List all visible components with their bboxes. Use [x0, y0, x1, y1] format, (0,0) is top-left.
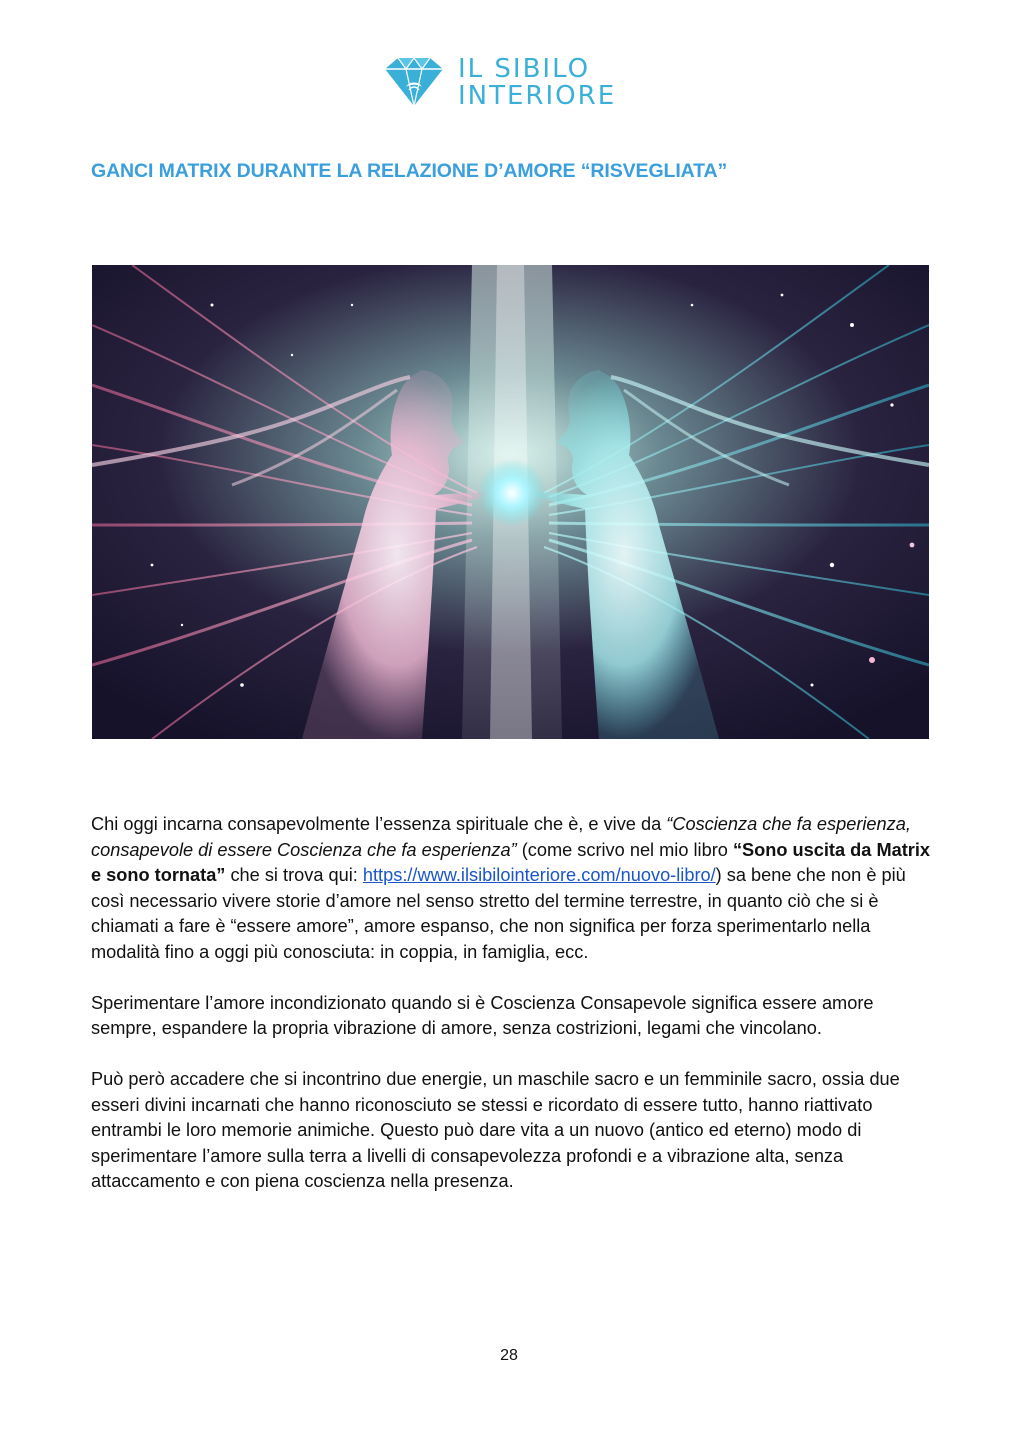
page-title: GANCI MATRIX DURANTE LA RELAZIONE D’AMORE “RISVEGLIATA”: [91, 160, 728, 182]
paragraph-1-quote: “Coscienza che fa esperienza, consapevole di essere Coscienza che fa esperienza”: [91, 814, 911, 860]
hero-illustration: [92, 265, 929, 739]
paragraph-2: Sperimentare l’amore incondizionato quando si è Coscienza Consapevole significa essere amore sempre, espandere la propria vibrazione di amore, senza costrizioni, legami che vincolano.: [91, 992, 874, 1038]
logo-line-2: INTERIORE: [458, 81, 617, 111]
logo-text: [458, 56, 616, 110]
paragraph-1: [91, 812, 936, 965]
paragraph-1-text-3: che si trova qui:: [225, 865, 363, 885]
paragraph-1-text-2: (come scrivo nel mio libro: [516, 839, 733, 860]
body-text: [91, 812, 936, 1220]
logo: [384, 56, 616, 110]
logo-line-1: IL SIBILO: [458, 54, 591, 84]
hero-image: [92, 265, 929, 739]
paragraph-1-text-4: ) sa bene che non è più così necessario vivere storie d’amore nel senso stretto del termine terrestre, in quanto ciò che si è chiamati a fare è “essere amore”, amore espanso, che non significa per forza sperimentarlo nella modalità fino a oggi più conosciuta: in coppia, in famiglia, ecc.: [91, 865, 906, 962]
book-link[interactable]: https://www.ilsibilointeriore.com/nuovo-libro/: [362, 865, 716, 885]
book-title: “Sono uscita da Matrix e sono tornata”: [91, 839, 931, 885]
page-number: 28: [500, 1347, 518, 1364]
diamond-icon: [384, 57, 444, 107]
paragraph-3: Può però accadere che si incontrino due energie, un maschile sacro e un femminile sacro, ossia due esseri divini incarnati che hanno riconosciuto se stessi e ricordato di essere tutto, hanno riattivato entrambi le loro memorie animiche. Questo può dare vita a un nuovo (antico ed eterno) modo di sperimentare l’amore sulla terra a livelli di consapevolezza profondi e a vibrazione alta, senza attaccamento e con piena coscienza nella presenza.: [91, 1069, 900, 1191]
paragraph-1-text-1: Chi oggi incarna consapevolmente l’essenza spirituale che è, e vive da: [91, 814, 667, 834]
